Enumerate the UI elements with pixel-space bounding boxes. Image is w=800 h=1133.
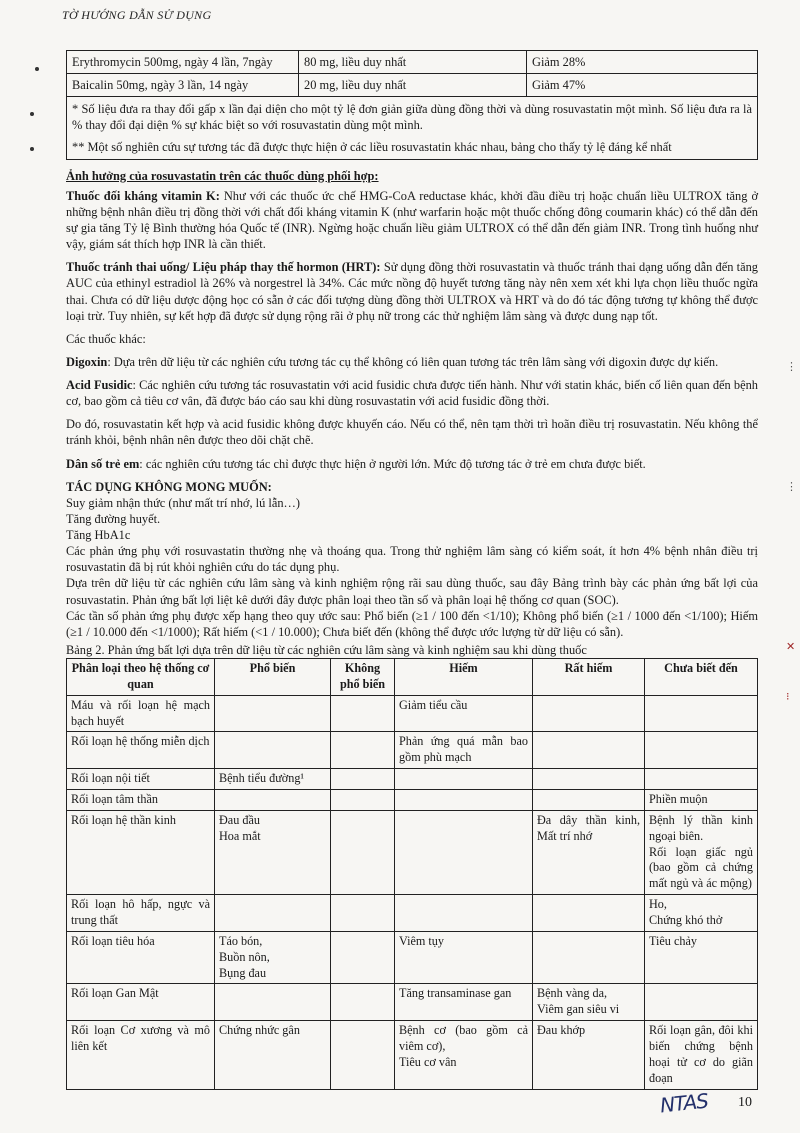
table-row [67, 74, 758, 97]
table-cell: Phản ứng quá mẫn bao gồm phù mạch [395, 732, 533, 769]
table-cell: Rối loạn hệ thống miễn dịch [67, 732, 215, 769]
table-cell: Táo bón, Buồn nôn, Bụng đau [215, 931, 331, 984]
document-page [66, 50, 758, 1090]
table-cell [395, 895, 533, 932]
table-cell [215, 895, 331, 932]
table-cell [331, 695, 395, 732]
note-fold-change: * Số liệu đưa ra thay đổi gấp x lần đại diện cho một tỷ lệ đơn giản giữa dùng đồng thời và dùng rosuvastatin một mình. Số liệu đưa ra là % thay đổi đại diện % sự khác biệt so với rosuvastatin dùng một mình. [72, 102, 752, 133]
table-cell: Đau khớp [533, 1021, 645, 1089]
margin-dot [30, 147, 34, 151]
table-cell: Giảm tiểu cầu [395, 695, 533, 732]
table-cell [215, 984, 331, 1021]
table-row [67, 732, 758, 769]
table-cell: Rối loạn nội tiết [67, 769, 215, 790]
note-doses: ** Một số nghiên cứu sự tương tác đã được thực hiện ở các liều rosuvastatin khác nhau, bảng cho thấy tỷ lệ đáng kể nhất [72, 139, 672, 154]
column-header: Phổ biến [215, 659, 331, 696]
column-header: Chưa biết đến [645, 659, 758, 696]
table-row [67, 790, 758, 811]
column-header: Rất hiếm [533, 659, 645, 696]
table-row [67, 931, 758, 984]
table-cell: Tăng transaminase gan [395, 984, 533, 1021]
table-cell [215, 695, 331, 732]
table-cell [533, 790, 645, 811]
table-cell: Tiêu chảy [645, 931, 758, 984]
table-cell: Rối loạn tâm thần [67, 790, 215, 811]
table-cell [533, 931, 645, 984]
table-cell [331, 931, 395, 984]
table-row [67, 51, 758, 74]
table-cell [331, 895, 395, 932]
adverse-effects-heading: TÁC DỤNG KHÔNG MONG MUỐN: [66, 479, 272, 494]
table-cell [215, 732, 331, 769]
page-number: 10 [738, 1095, 752, 1110]
table-cell [331, 732, 395, 769]
table-cell: Bệnh tiểu đường¹ [215, 769, 331, 790]
table-cell: Rối loạn hô hấp, ngực và trung thất [67, 895, 215, 932]
table-cell [395, 810, 533, 894]
pediatric-title: Dân số trẻ em [66, 456, 140, 471]
column-header: Hiếm [395, 659, 533, 696]
table-cell [533, 895, 645, 932]
table-cell: Bệnh vàng da, Viêm gan siêu vi [533, 984, 645, 1021]
table-cell: Đau đầu Hoa mắt [215, 810, 331, 894]
table-cell [645, 769, 758, 790]
column-header: Không phổ biến [331, 659, 395, 696]
table-row [67, 695, 758, 732]
column-header: Phân loại theo hệ thống cơ quan [67, 659, 215, 696]
table-cell: Rối loạn Gan Mật [67, 984, 215, 1021]
table-cell: Rối loạn hệ thần kinh [67, 810, 215, 894]
table-cell: Rối loạn Cơ xương và mô liên kết [67, 1021, 215, 1089]
table-cell [215, 790, 331, 811]
table-caption: Bảng 2. Phản ứng bất lợi dựa trên dữ liệu từ các nghiên cứu lâm sàng và kinh nghiệm sau khi dùng thuốc [66, 642, 587, 657]
table-cell [331, 769, 395, 790]
adverse-paragraph-3: Các tần số phản ứng phụ được xếp hạng theo quy ước sau: Phổ biến (≥1 / 100 đến <1/10); Không phổ biến (≥1 / 1000 đến <1/100); Hiếm (≥1 / 10.000 đến <1/1000); Rất hiếm (<1 / 10.000); Chưa biết đến (không thể được ước lượng từ dữ liệu có sẵn). [66, 608, 758, 639]
table-cell: Rối loạn gân, đôi khi biến chứng bệnh hoại tử cơ do giãn đoạn [645, 1021, 758, 1089]
table-cell: Erythromycin 500mg, ngày 4 lần, 7ngày [67, 51, 299, 74]
table-cell: Phiền muộn [645, 790, 758, 811]
table-cell: Chứng nhức gân [215, 1021, 331, 1089]
adverse-reactions-table [66, 658, 758, 1090]
pediatric-paragraph: Dân số trẻ em: các nghiên cứu tương tác chỉ được thực hiện ở người lớn. Mức độ tương tác ở trẻ em chưa được biết. [66, 456, 646, 471]
margin-dot [35, 67, 39, 71]
table-cell: Bệnh lý thần kinh ngoại biên. Rối loạn giấc ngủ (bao gồm cả chứng mất ngủ và ác mộng) [645, 810, 758, 894]
digoxin-title: Digoxin [66, 354, 108, 369]
table-cell: Đa dây thần kinh, Mất trí nhớ [533, 810, 645, 894]
adverse-effects-list [66, 495, 758, 543]
table-cell [331, 790, 395, 811]
table-cell [533, 732, 645, 769]
table-notes [67, 97, 758, 159]
table-cell: Viêm tụy [395, 931, 533, 984]
section-heading-effects: Ảnh hưởng của rosuvastatin trên các thuốc dùng phối hợp: [66, 168, 379, 183]
table-cell: Bệnh cơ (bao gồm cả viêm cơ), Tiêu cơ vân [395, 1021, 533, 1089]
adverse-paragraph-1: Các phản ứng phụ với rosuvastatin thường nhẹ và thoáng qua. Trong thử nghiệm lâm sàng có kiểm soát, ít hơn 4% bệnh nhân điều trị rosuvastatin đã bị rút khỏi nghiên cứu do tác dụng phụ. [66, 544, 758, 575]
vitamin-k-title: Thuốc đối kháng vitamin K: [66, 188, 220, 203]
hrt-paragraph: Thuốc tránh thai uống/ Liệu pháp thay thế hormon (HRT): Sử dụng đồng thời rosuvastatin và thuốc tránh thai dạng uống dẫn đến tăng AUC của ethinyl estradiol là 26% và norgestrel là 34%. Các mức nồng độ huyết tương tăng này nên xem xét khi lựa chọn liều thuốc ngừa thai. Chưa có dữ liệu dược động học có sẵn ở các đối tượng dùng đồng thời ULTROX và HRT và do đó tác động tương tự không thể được loại trừ. Tuy nhiên, sự kết hợp đã được sử dụng rộng rãi ở phụ nữ trong các thử nghiệm lâm sàng và được dung nạp tốt. [66, 260, 759, 323]
table-row [67, 810, 758, 894]
adverse-paragraph-2: Dựa trên dữ liệu từ các nghiên cứu lâm sàng và kinh nghiệm rộng rãi sau dùng thuốc, sau đây Bảng trình bày các phản ứng bất lợi của rosuvastatin. Phản ứng bất lợi liệt kê dưới đây được phân loại theo tần số và phân loại hệ thống cơ quan (SOC). [66, 576, 758, 607]
table-cell: Rối loạn tiêu hóa [67, 931, 215, 984]
table-cell [395, 769, 533, 790]
table-cell [395, 790, 533, 811]
fusidic-title: Acid Fusidic [66, 378, 133, 392]
table-cell [645, 695, 758, 732]
table-cell: 20 mg, liều duy nhất [299, 74, 527, 97]
margin-dot [30, 112, 34, 116]
list-item: Suy giảm nhận thức (như mất trí nhớ, lú lẫn…) [66, 495, 301, 510]
list-item: Tăng HbA1c [66, 528, 131, 542]
table-cell [533, 695, 645, 732]
fusidic-paragraph: Acid Fusidic: Các nghiên cứu tương tác rosuvastatin với acid fusidic chưa được tiến hành. Như với statin khác, biến cố liên quan đến bệnh cơ, bao gồm cả tiêu cơ vân, đã được báo cáo sau khi dùng rosuvastatin với acid fusidic đồng thời. [66, 378, 758, 409]
red-margin-mark-icon: ⁝ [786, 690, 790, 703]
table-cell: Máu và rối loạn hệ mạch bạch huyết [67, 695, 215, 732]
table-row [67, 895, 758, 932]
table-cell: Giảm 28% [527, 51, 758, 74]
table-row [67, 769, 758, 790]
table-cell: Giảm 47% [527, 74, 758, 97]
table-cell: Ho, Chứng khó thở [645, 895, 758, 932]
digoxin-paragraph: Digoxin: Dựa trên dữ liệu từ các nghiên cứu tương tác cụ thể không có liên quan tương tác trên lâm sàng với digoxin được dự kiến. [66, 354, 719, 369]
hrt-title: Thuốc tránh thai uống/ Liệu pháp thay thế hormon (HRT): [66, 260, 381, 275]
table-cell [331, 984, 395, 1021]
fusidic-paragraph-2: Do đó, rosuvastatin kết hợp và acid fusidic không được khuyến cáo. Nếu có thể, nên tạm thời trì hoãn điều trị rosuvastatin. Nếu không thể tránh khỏi, bệnh nhân nên được theo dõi chặt chẽ. [66, 417, 758, 448]
handwritten-signature: NTAS [658, 1088, 709, 1118]
table-cell [645, 732, 758, 769]
table-row [67, 1021, 758, 1089]
binding-mark-icon: ⋮ [786, 360, 797, 373]
interaction-table [66, 50, 758, 160]
table-cell [645, 984, 758, 1021]
binding-mark-icon: ⋮ [786, 480, 797, 493]
table-cell [331, 1021, 395, 1089]
vitamin-k-paragraph: Thuốc đối kháng vitamin K: Như với các thuốc ức chế HMG-CoA reductase khác, khởi đầu điều trị hoặc chuẩn liều ULTROX tăng ở những bệnh nhân điều trị đồng thời với chất đối kháng vitamin K (như warfarin hoặc một thuốc chống đông coumarin khác) có thể dẫn đến sự gia tăng Tỷ lệ Bình thường hóa Quốc tế (INR). Ngừng hoặc chuẩn liều giảm ULTROX có thể dẫn đến giảm INR. Trong tình huống như vậy, giám sát thích hợp INR là cần thiết. [66, 188, 758, 252]
table-cell [533, 769, 645, 790]
other-drugs-heading: Các thuốc khác: [66, 331, 146, 346]
table-cell: 80 mg, liều duy nhất [299, 51, 527, 74]
table-row [67, 984, 758, 1021]
list-item: Tăng đường huyết. [66, 511, 161, 526]
red-margin-mark-icon: ✕ [786, 640, 796, 653]
table-cell [331, 810, 395, 894]
document-header: TỜ HƯỚNG DẪN SỬ DỤNG [62, 8, 212, 22]
table-cell: Baicalin 50mg, ngày 3 lần, 14 ngày [67, 74, 299, 97]
